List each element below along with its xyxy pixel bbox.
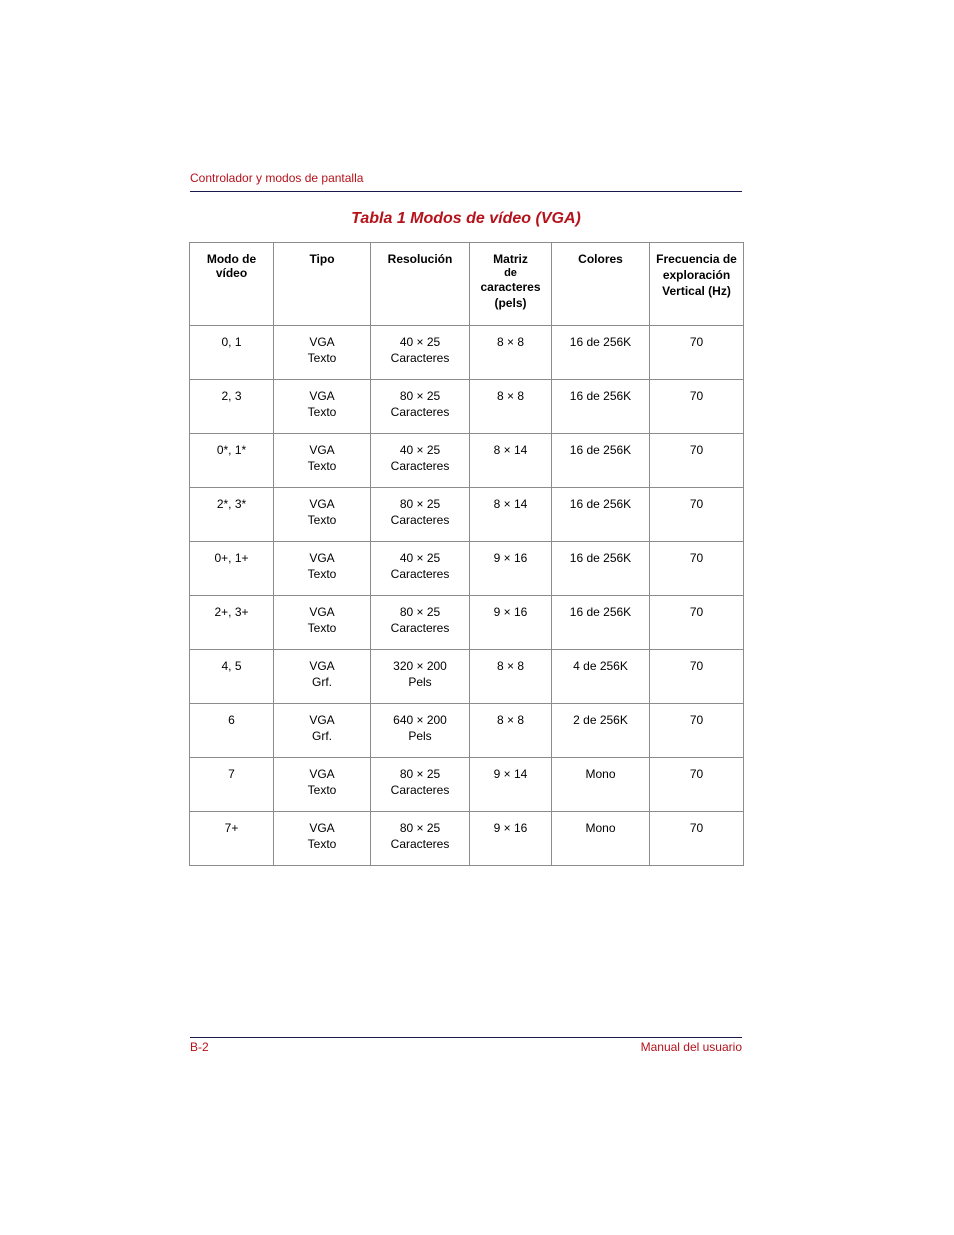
cell-matrix-text: 8 × 8 [496, 389, 525, 403]
cell-resolution-line: 80 × 25 [399, 389, 441, 403]
table-title: Tabla 1 Modos de vídeo (VGA) [351, 210, 581, 227]
col-header-matrix-line: (pels) [494, 296, 527, 310]
col-header-mode-line: Modo de [206, 252, 257, 266]
cell-matrix-text: 9 × 16 [493, 551, 528, 565]
cell-type-line: Grf. [312, 675, 332, 689]
cell-colors [552, 434, 650, 488]
cell-mode-text: 0+, 1+ [214, 551, 249, 565]
cell-resolution-line: Caracteres [390, 837, 450, 851]
cell-resolution-line: 80 × 25 [399, 821, 441, 835]
cell-resolution-line: 80 × 25 [399, 605, 441, 619]
cell-type-line: VGA [309, 335, 335, 349]
cell-type-line: VGA [309, 443, 335, 457]
cell-type-line: VGA [309, 659, 335, 673]
cell-frequency [650, 812, 744, 866]
cell-type-line: Texto [307, 405, 337, 419]
cell-type-line: VGA [309, 821, 335, 835]
cell-resolution-line: 640 × 200 [393, 713, 447, 727]
cell-resolution-line: 40 × 25 [399, 443, 441, 457]
cell-mode-text: 4, 5 [221, 659, 242, 673]
table-row [190, 488, 744, 542]
col-header-frequency-line: Frecuencia de [656, 252, 737, 266]
cell-matrix-text: 9 × 14 [493, 767, 528, 781]
cell-colors-text: Mono [585, 767, 616, 781]
cell-resolution-line: 40 × 25 [399, 551, 441, 565]
cell-mode-text: 6 [228, 713, 235, 727]
cell-mode-text: 0*, 1* [216, 443, 247, 457]
cell-mode [190, 380, 274, 434]
cell-colors [552, 758, 650, 812]
col-header-resolution [371, 243, 470, 326]
col-header-matrix-line: Matriz [493, 252, 528, 266]
col-header-colors [552, 243, 650, 326]
col-header-resolution-line: Resolución [387, 252, 453, 266]
cell-matrix [470, 704, 552, 758]
cell-resolution-line: Caracteres [390, 513, 450, 527]
cell-matrix [470, 434, 552, 488]
cell-matrix-text: 8 × 14 [493, 497, 528, 511]
cell-resolution-line: Caracteres [390, 405, 450, 419]
cell-resolution-line: Caracteres [390, 459, 450, 473]
cell-mode-text: 0, 1 [221, 335, 242, 349]
cell-mode [190, 812, 274, 866]
cell-resolution [371, 326, 470, 380]
cell-colors-text: 16 de 256K [569, 605, 632, 619]
cell-resolution [371, 596, 470, 650]
cell-resolution-line: 80 × 25 [399, 497, 441, 511]
cell-type [274, 542, 371, 596]
cell-mode-text: 2, 3 [221, 389, 242, 403]
cell-mode-text: 7 [228, 767, 235, 781]
col-header-matrix-line: caracteres [480, 280, 541, 294]
col-header-type-line: Tipo [309, 252, 335, 266]
manual-title: Manual del usuario [640, 1040, 742, 1054]
cell-type-line: Texto [307, 621, 337, 635]
cell-resolution [371, 380, 470, 434]
cell-frequency [650, 758, 744, 812]
cell-colors [552, 596, 650, 650]
cell-colors-text: 16 de 256K [569, 443, 632, 457]
cell-colors-text: 16 de 256K [569, 335, 632, 349]
cell-mode [190, 704, 274, 758]
cell-resolution-line: Caracteres [390, 567, 450, 581]
cell-type-line: VGA [309, 713, 335, 727]
cell-mode [190, 542, 274, 596]
cell-frequency-text: 70 [689, 821, 704, 835]
cell-frequency-text: 70 [689, 713, 704, 727]
running-header: Controlador y modos de pantalla [190, 171, 364, 185]
cell-frequency [650, 434, 744, 488]
cell-matrix [470, 758, 552, 812]
cell-resolution-line: Caracteres [390, 351, 450, 365]
cell-type-line: VGA [309, 767, 335, 781]
cell-type-line: Grf. [312, 729, 332, 743]
cell-frequency-text: 70 [689, 767, 704, 781]
cell-colors-text: 16 de 256K [569, 389, 632, 403]
cell-resolution-line: Pels [408, 675, 432, 689]
cell-resolution [371, 488, 470, 542]
table-row [190, 758, 744, 812]
cell-resolution-line: 40 × 25 [399, 335, 441, 349]
table-row [190, 704, 744, 758]
cell-mode-text: 2*, 3* [216, 497, 247, 511]
cell-mode [190, 650, 274, 704]
cell-matrix [470, 326, 552, 380]
table-row [190, 542, 744, 596]
cell-type-line: Texto [307, 567, 337, 581]
cell-resolution [371, 542, 470, 596]
cell-type [274, 488, 371, 542]
col-header-mode-line: vídeo [215, 266, 248, 280]
cell-colors-text: 4 de 256K [573, 659, 628, 673]
cell-frequency-text: 70 [689, 335, 704, 349]
cell-matrix-text: 8 × 8 [496, 713, 525, 727]
cell-type [274, 650, 371, 704]
table-row [190, 812, 744, 866]
footer-divider [190, 1037, 742, 1038]
cell-matrix-text: 8 × 14 [493, 443, 528, 457]
table-row [190, 434, 744, 488]
cell-frequency [650, 650, 744, 704]
cell-matrix-text: 8 × 8 [496, 659, 525, 673]
cell-mode-text: 2+, 3+ [214, 605, 249, 619]
cell-matrix [470, 812, 552, 866]
cell-resolution [371, 650, 470, 704]
cell-resolution-line: 320 × 200 [393, 659, 447, 673]
cell-type-line: Texto [307, 351, 337, 365]
cell-colors [552, 488, 650, 542]
cell-type-line: VGA [309, 605, 335, 619]
cell-matrix [470, 596, 552, 650]
cell-type-line: Texto [307, 513, 337, 527]
cell-colors-text: Mono [585, 821, 616, 835]
cell-type [274, 326, 371, 380]
table-row [190, 596, 744, 650]
cell-resolution-line: Caracteres [390, 621, 450, 635]
cell-frequency [650, 380, 744, 434]
col-header-colors-line: Colores [578, 252, 623, 266]
cell-resolution [371, 704, 470, 758]
col-header-frequency-line: exploración [662, 268, 731, 282]
cell-type [274, 596, 371, 650]
cell-resolution [371, 758, 470, 812]
cell-colors [552, 326, 650, 380]
cell-type-line: VGA [309, 389, 335, 403]
table-row [190, 380, 744, 434]
cell-colors [552, 542, 650, 596]
cell-matrix [470, 380, 552, 434]
cell-colors-text: 16 de 256K [569, 497, 632, 511]
cell-colors [552, 812, 650, 866]
cell-resolution [371, 812, 470, 866]
cell-type [274, 434, 371, 488]
cell-matrix-text: 9 × 16 [493, 605, 528, 619]
cell-mode [190, 434, 274, 488]
table-header-row [190, 243, 744, 326]
cell-type-line: VGA [309, 551, 335, 565]
page-number: B-2 [190, 1040, 209, 1054]
cell-matrix-text: 9 × 16 [493, 821, 528, 835]
cell-type-line: Texto [307, 459, 337, 473]
cell-frequency [650, 704, 744, 758]
cell-mode [190, 596, 274, 650]
cell-colors [552, 704, 650, 758]
cell-frequency [650, 326, 744, 380]
cell-matrix [470, 488, 552, 542]
cell-mode-text: 7+ [224, 821, 239, 835]
cell-resolution-line: 80 × 25 [399, 767, 441, 781]
cell-frequency-text: 70 [689, 443, 704, 457]
header-divider [190, 191, 742, 192]
cell-type [274, 704, 371, 758]
table-row [190, 650, 744, 704]
cell-resolution-line: Caracteres [390, 783, 450, 797]
table-row [190, 326, 744, 380]
cell-frequency-text: 70 [689, 497, 704, 511]
cell-frequency-text: 70 [689, 389, 704, 403]
cell-frequency-text: 70 [689, 551, 704, 565]
col-header-mode [190, 243, 274, 326]
cell-colors [552, 380, 650, 434]
cell-frequency-text: 70 [689, 605, 704, 619]
cell-mode [190, 326, 274, 380]
cell-colors [552, 650, 650, 704]
cell-colors-text: 2 de 256K [573, 713, 628, 727]
col-header-frequency-line: Vertical (Hz) [662, 284, 731, 298]
cell-type [274, 758, 371, 812]
cell-type-line: Texto [307, 837, 337, 851]
cell-frequency [650, 542, 744, 596]
cell-type-line: VGA [309, 497, 335, 511]
col-header-frequency [650, 243, 744, 326]
col-header-matrix [470, 243, 552, 326]
cell-resolution-line: Pels [408, 729, 432, 743]
col-header-matrix-line: de [504, 267, 517, 279]
cell-type-line: Texto [307, 783, 337, 797]
cell-frequency [650, 596, 744, 650]
video-modes-table [189, 242, 744, 866]
cell-frequency-text: 70 [689, 659, 704, 673]
cell-frequency [650, 488, 744, 542]
cell-matrix [470, 650, 552, 704]
cell-resolution [371, 434, 470, 488]
cell-matrix [470, 542, 552, 596]
cell-mode [190, 488, 274, 542]
cell-mode [190, 758, 274, 812]
cell-type [274, 812, 371, 866]
col-header-type [274, 243, 371, 326]
cell-matrix-text: 8 × 8 [496, 335, 525, 349]
cell-type [274, 380, 371, 434]
cell-colors-text: 16 de 256K [569, 551, 632, 565]
